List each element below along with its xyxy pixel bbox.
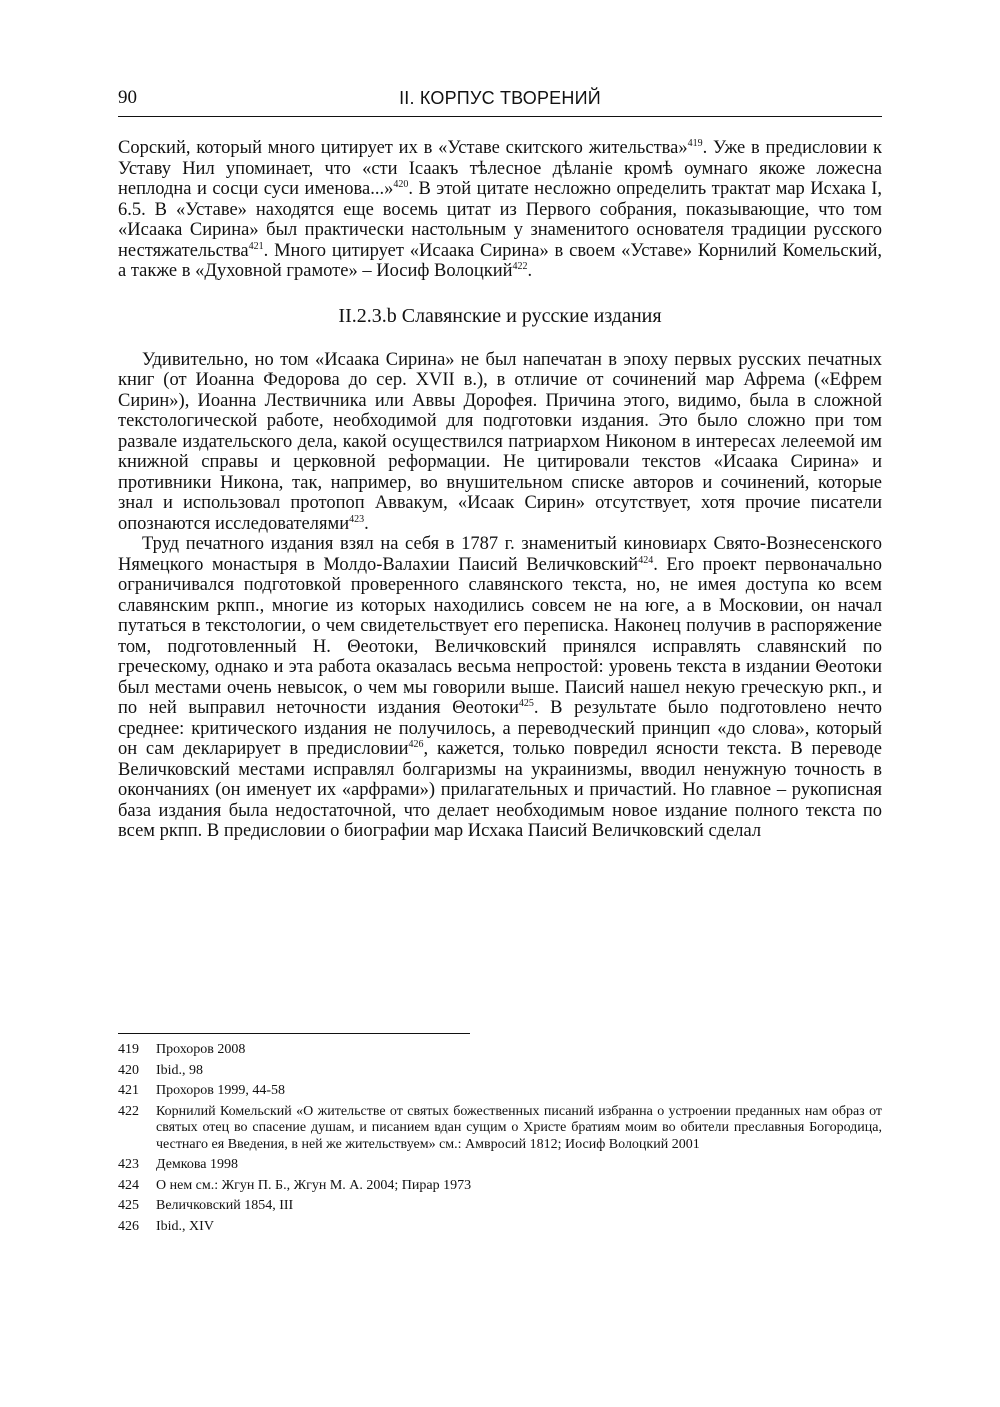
text-run: . Уже в предисловии к Уставу Нил упоминает, что «сти Ісаакъ тѣлесное дѣланіе кромѣ оумнаго якоже ложесна неплодна и сосци суси именова...»	[118, 138, 882, 199]
section-heading: II.2.3.b Славянские и русские издания	[338, 304, 662, 327]
footnote	[118, 1157, 882, 1174]
running-head: II. КОРПУС ТВОРЕНИЙ	[399, 88, 601, 108]
footnote-text: О нем см.: Жгун П. Б., Жгун М. А. 2004; Пирар 1973	[156, 1177, 472, 1193]
text-run: . В этой цитате несложно определить трактат мар Исхака I, 6.5. В «Уставе» находятся еще восемь цитат из Первого собрания, показывающие, что том «Исаака Сирина» был практически настольным у знаменитого основателя традиции русского нестяжательства	[118, 179, 882, 261]
text-run: . В результате было подготовлено нечто среднее: критического издания не получилось, а переводческий принцип «до слова», который он сам декларирует в предисловии	[118, 698, 882, 759]
footnote-text: Корнилий Комельский «О жительстве от святых божественных писаний избранна о устроении преданных нам образ от святых отец во спасение душам, и писанием вдан сущим о Христе братиям моим во обители преславныя Богородица, честнаго ея Введения, в ней же жительствуем» см.: Амвросий 1812; Иосиф Волоцкий 2001	[156, 1103, 882, 1152]
text-run: .	[364, 513, 369, 534]
paragraph	[118, 350, 882, 535]
footnote-ref: 423	[349, 513, 365, 525]
footnote-text: Величковский 1854, III	[156, 1198, 294, 1213]
footnote-ref: 426	[408, 739, 424, 750]
footnote-ref: 421	[248, 240, 264, 252]
footnote	[118, 1198, 882, 1215]
footnote	[118, 1063, 882, 1080]
footnotes	[118, 1042, 882, 1239]
page-header	[118, 86, 882, 117]
text-run: Сорский, который много цитирует их в «Уставе скитского жительства»	[118, 138, 688, 158]
footnote	[118, 1178, 882, 1195]
paragraph	[118, 138, 882, 282]
footnote-number: 420	[118, 1062, 139, 1078]
text-run: Удивительно, но том «Исаака Сирина» не был напечатан в эпоху первых русских печатных книг (от Иоанна Федорова до сер. XVII в.), в отличие от сочинений мар Афрема («Ефрем Сирин»), Иоанна Лествичника или Аввы Дорофея. Причина этого, видимо, была в сложной текстологической работе, необходимой для подготовки издания. Это было сложно при том развале издательского дела, какой осуществился патриархом Никоном в интересах лелеемой им книжной справы и церковной реформации. Не цитировали текстов «Исаака Сирина» и противники Никона, так, например, во внушительном списке авторов и сочинений, которые знал и использовал протопоп Аввакум, «Исаак Сирин» отсутствует, хотя прочие писатели опознаются исследователями	[118, 349, 882, 534]
footnote-number: 421	[118, 1083, 139, 1098]
text-run: . Его проект первоначально ограничивался подготовкой проверенного славянского текста, но, не имея доступа ко всем славянским ркпп., многие из которых находились совсем не на юге, а в Московии, он начал путаться в текстологии, о чем свидетельствует его переписка. Наконец получив в распоряжение том, подготовленный Н. Θеотоки, Величковский принялся исправлять славянский по греческому, однако и эта работа оказалась весьма непростой: уровень текста в издании Θеотоки был местами очень невысок, о чем мы говорили выше. Паисий нашел некую греческую ркп., и по ней выправил неточности издания Θеотоки	[118, 554, 882, 718]
footnote-number: 423	[118, 1157, 139, 1172]
footnote-text: Ibid., 98	[156, 1062, 204, 1078]
footnote	[118, 1104, 882, 1154]
footnote	[118, 1083, 882, 1100]
footnote-ref: 425	[518, 698, 534, 709]
main-text	[118, 138, 882, 842]
footnote-number: 419	[118, 1042, 139, 1057]
footnote-ref: 422	[512, 261, 528, 272]
footnote	[118, 1219, 882, 1236]
footnote-separator	[118, 1033, 470, 1034]
footnote-ref: 424	[638, 554, 654, 566]
footnote	[118, 1042, 882, 1059]
footnote-ref: 419	[687, 138, 703, 149]
footnote-text: Прохоров 2008	[156, 1042, 246, 1057]
text-run: , кажется, только повредил ясности текста. В переводе Величковский местами исправлял болгаризмы на украинизмы, вводил ненужную точность в окончаниях (он именует их «арфрами») прилагательных и причастий. Но главное – рукописная база издания была недостаточной, что делает необходимым новое издание полного текста по всем ркпп. В предисловии о биографии мар Исхака Паисий Величковский сделал	[118, 739, 882, 841]
footnote-text: Ibid., XIV	[156, 1218, 214, 1234]
page-number: 90	[118, 87, 137, 108]
footnote-number: 425	[118, 1198, 139, 1213]
text-run: . Много цитирует «Исаака Сирина» в своем «Уставе» Корнилий Комельский, а также в «Духовной грамоте» – Иосиф Волоцкий	[118, 240, 882, 281]
footnote-text: Демкова 1998	[156, 1157, 239, 1172]
footnote-text: Прохоров 1999, 44-58	[156, 1083, 286, 1098]
footnote-number: 422	[118, 1103, 139, 1119]
text-run: .	[527, 261, 533, 281]
footnote-ref: 420	[393, 179, 409, 190]
footnote-number: 426	[118, 1218, 139, 1234]
text-run: Труд печатного издания взял на себя в 1787 г. знаменитый киновиарх Свято-Вознесенского Нямецкого монастыря в Молдо-Валахии Паисий Величковский	[118, 534, 882, 575]
footnote-number: 424	[118, 1177, 139, 1193]
paragraph	[118, 534, 882, 842]
